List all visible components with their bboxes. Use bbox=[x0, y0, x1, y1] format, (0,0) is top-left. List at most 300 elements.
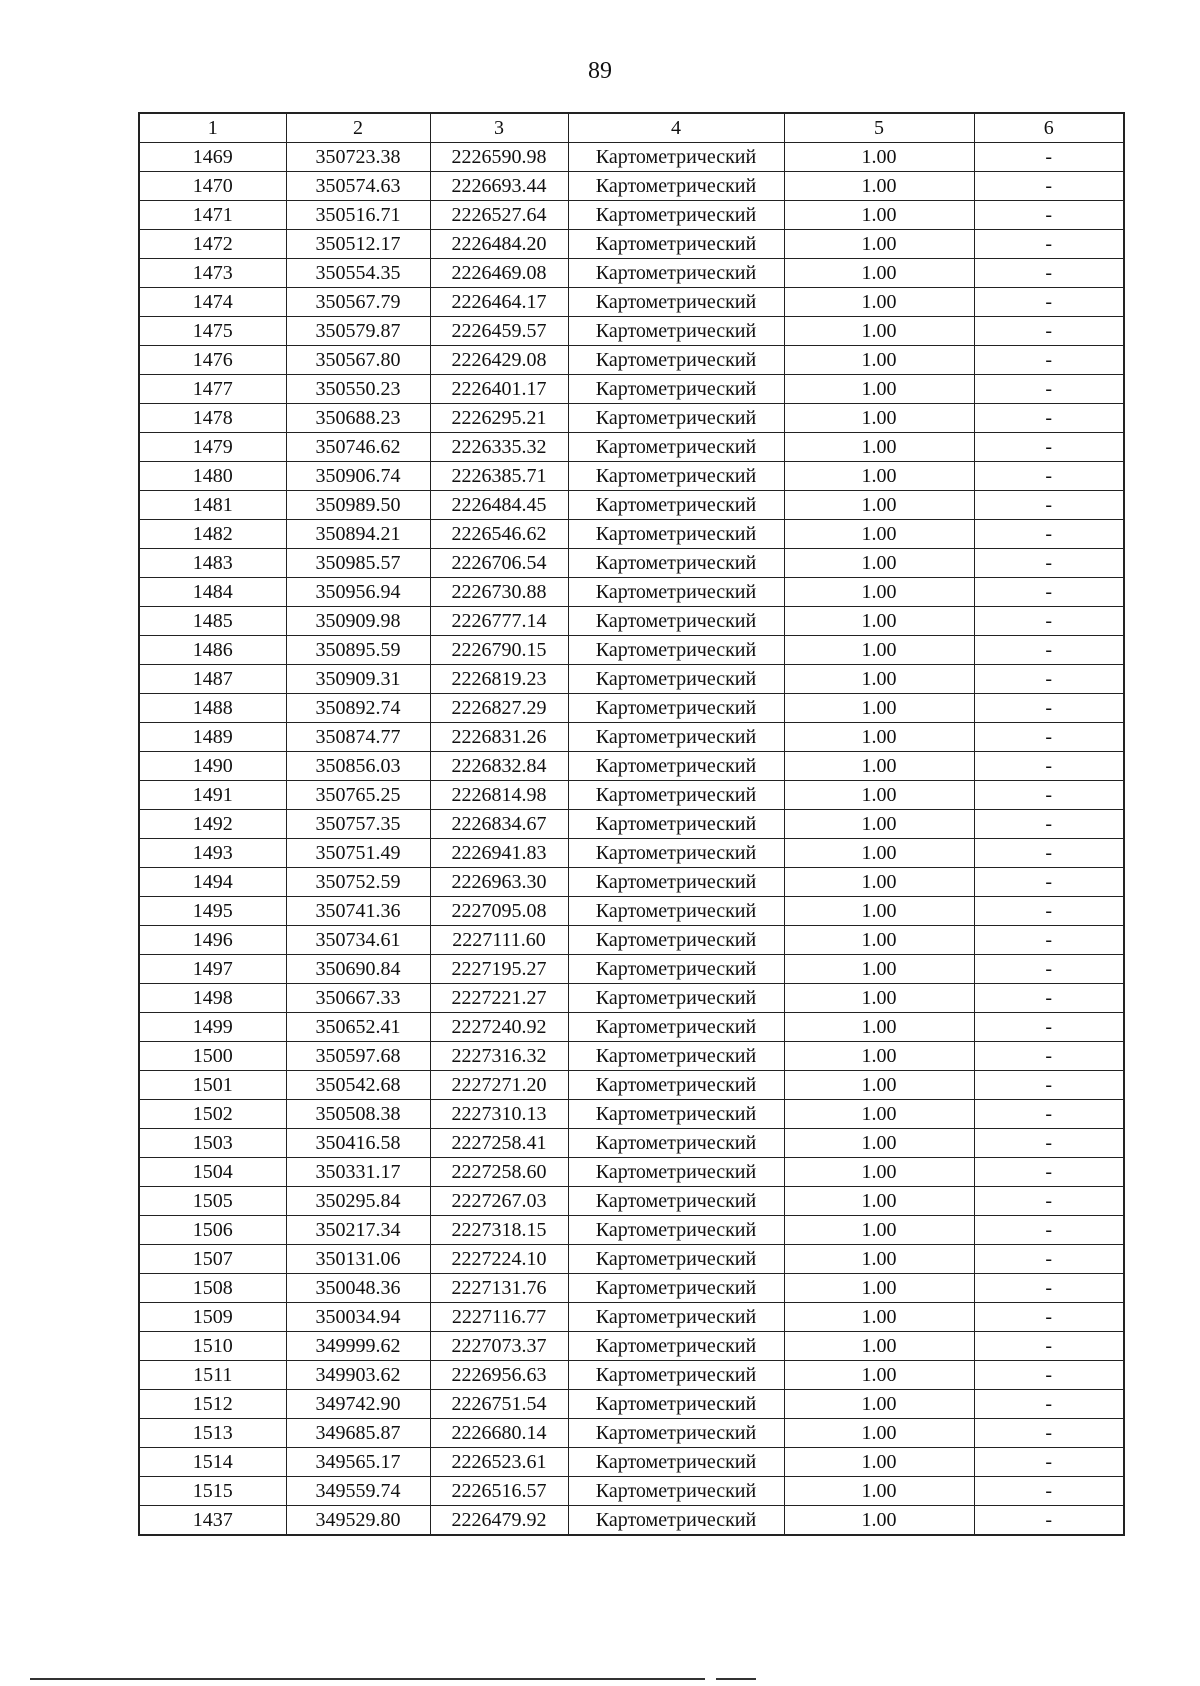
point-number-cell: 1475 bbox=[139, 317, 286, 346]
method-cell: Картометрический bbox=[568, 1419, 784, 1448]
accuracy-cell: 1.00 bbox=[784, 433, 974, 462]
y-coordinate-cell: 2227224.10 bbox=[430, 1245, 568, 1274]
y-coordinate-cell: 2226484.45 bbox=[430, 491, 568, 520]
point-number-cell: 1511 bbox=[139, 1361, 286, 1390]
point-number-cell: 1490 bbox=[139, 752, 286, 781]
y-coordinate-cell: 2227073.37 bbox=[430, 1332, 568, 1361]
table-row bbox=[139, 201, 1124, 230]
x-coordinate-cell: 350752.59 bbox=[286, 868, 430, 897]
point-number-cell: 1505 bbox=[139, 1187, 286, 1216]
x-coordinate-cell: 350131.06 bbox=[286, 1245, 430, 1274]
note-cell: - bbox=[974, 607, 1124, 636]
method-cell: Картометрический bbox=[568, 1100, 784, 1129]
method-cell: Картометрический bbox=[568, 1361, 784, 1390]
note-cell: - bbox=[974, 1332, 1124, 1361]
point-number-cell: 1494 bbox=[139, 868, 286, 897]
y-coordinate-cell: 2226385.71 bbox=[430, 462, 568, 491]
point-number-cell: 1506 bbox=[139, 1216, 286, 1245]
table-row bbox=[139, 549, 1124, 578]
y-coordinate-cell: 2226706.54 bbox=[430, 549, 568, 578]
method-cell: Картометрический bbox=[568, 1158, 784, 1187]
table-row bbox=[139, 897, 1124, 926]
note-cell: - bbox=[974, 1245, 1124, 1274]
accuracy-cell: 1.00 bbox=[784, 926, 974, 955]
x-coordinate-cell: 350667.33 bbox=[286, 984, 430, 1013]
method-cell: Картометрический bbox=[568, 143, 784, 172]
point-number-cell: 1477 bbox=[139, 375, 286, 404]
x-coordinate-cell: 349565.17 bbox=[286, 1448, 430, 1477]
y-coordinate-cell: 2227267.03 bbox=[430, 1187, 568, 1216]
method-cell: Картометрический bbox=[568, 897, 784, 926]
method-cell: Картометрический bbox=[568, 955, 784, 984]
x-coordinate-cell: 350597.68 bbox=[286, 1042, 430, 1071]
table-row bbox=[139, 955, 1124, 984]
x-coordinate-cell: 350909.31 bbox=[286, 665, 430, 694]
note-cell: - bbox=[974, 752, 1124, 781]
accuracy-cell: 1.00 bbox=[784, 1274, 974, 1303]
method-cell: Картометрический bbox=[568, 375, 784, 404]
accuracy-cell: 1.00 bbox=[784, 288, 974, 317]
accuracy-cell: 1.00 bbox=[784, 346, 974, 375]
accuracy-cell: 1.00 bbox=[784, 404, 974, 433]
note-cell: - bbox=[974, 1100, 1124, 1129]
table-body bbox=[139, 143, 1124, 1536]
table-row bbox=[139, 346, 1124, 375]
table-row bbox=[139, 520, 1124, 549]
note-cell: - bbox=[974, 578, 1124, 607]
point-number-cell: 1507 bbox=[139, 1245, 286, 1274]
x-coordinate-cell: 350894.21 bbox=[286, 520, 430, 549]
accuracy-cell: 1.00 bbox=[784, 1361, 974, 1390]
footer-rule-short bbox=[716, 1678, 756, 1680]
x-coordinate-cell: 350512.17 bbox=[286, 230, 430, 259]
accuracy-cell: 1.00 bbox=[784, 143, 974, 172]
note-cell: - bbox=[974, 1361, 1124, 1390]
method-cell: Картометрический bbox=[568, 1332, 784, 1361]
note-cell: - bbox=[974, 1013, 1124, 1042]
note-cell: - bbox=[974, 1477, 1124, 1506]
y-coordinate-cell: 2226831.26 bbox=[430, 723, 568, 752]
method-cell: Картометрический bbox=[568, 491, 784, 520]
accuracy-cell: 1.00 bbox=[784, 1245, 974, 1274]
table-row bbox=[139, 694, 1124, 723]
table-row bbox=[139, 1419, 1124, 1448]
point-number-cell: 1492 bbox=[139, 810, 286, 839]
note-cell: - bbox=[974, 172, 1124, 201]
table-row bbox=[139, 433, 1124, 462]
accuracy-cell: 1.00 bbox=[784, 491, 974, 520]
accuracy-cell: 1.00 bbox=[784, 839, 974, 868]
method-cell: Картометрический bbox=[568, 433, 784, 462]
method-cell: Картометрический bbox=[568, 839, 784, 868]
method-cell: Картометрический bbox=[568, 665, 784, 694]
y-coordinate-cell: 2226941.83 bbox=[430, 839, 568, 868]
table-row bbox=[139, 1013, 1124, 1042]
note-cell: - bbox=[974, 1506, 1124, 1536]
y-coordinate-cell: 2226590.98 bbox=[430, 143, 568, 172]
column-header: 1 bbox=[139, 113, 286, 143]
method-cell: Картометрический bbox=[568, 1013, 784, 1042]
note-cell: - bbox=[974, 288, 1124, 317]
column-header: 2 bbox=[286, 113, 430, 143]
y-coordinate-cell: 2226790.15 bbox=[430, 636, 568, 665]
method-cell: Картометрический bbox=[568, 1042, 784, 1071]
method-cell: Картометрический bbox=[568, 607, 784, 636]
accuracy-cell: 1.00 bbox=[784, 723, 974, 752]
x-coordinate-cell: 350765.25 bbox=[286, 781, 430, 810]
note-cell: - bbox=[974, 1158, 1124, 1187]
note-cell: - bbox=[974, 201, 1124, 230]
y-coordinate-cell: 2226693.44 bbox=[430, 172, 568, 201]
accuracy-cell: 1.00 bbox=[784, 781, 974, 810]
x-coordinate-cell: 350048.36 bbox=[286, 1274, 430, 1303]
accuracy-cell: 1.00 bbox=[784, 1303, 974, 1332]
y-coordinate-cell: 2226523.61 bbox=[430, 1448, 568, 1477]
note-cell: - bbox=[974, 810, 1124, 839]
y-coordinate-cell: 2226680.14 bbox=[430, 1419, 568, 1448]
method-cell: Картометрический bbox=[568, 346, 784, 375]
table-row bbox=[139, 1361, 1124, 1390]
note-cell: - bbox=[974, 143, 1124, 172]
accuracy-cell: 1.00 bbox=[784, 1129, 974, 1158]
page-number: 89 bbox=[588, 58, 612, 84]
accuracy-cell: 1.00 bbox=[784, 1042, 974, 1071]
x-coordinate-cell: 349559.74 bbox=[286, 1477, 430, 1506]
table-row bbox=[139, 1071, 1124, 1100]
table-row bbox=[139, 578, 1124, 607]
table-row bbox=[139, 1274, 1124, 1303]
note-cell: - bbox=[974, 491, 1124, 520]
table-row bbox=[139, 1129, 1124, 1158]
method-cell: Картометрический bbox=[568, 288, 784, 317]
table-row bbox=[139, 926, 1124, 955]
table-row bbox=[139, 1158, 1124, 1187]
table-row bbox=[139, 1042, 1124, 1071]
y-coordinate-cell: 2227271.20 bbox=[430, 1071, 568, 1100]
point-number-cell: 1484 bbox=[139, 578, 286, 607]
y-coordinate-cell: 2226546.62 bbox=[430, 520, 568, 549]
x-coordinate-cell: 350746.62 bbox=[286, 433, 430, 462]
method-cell: Картометрический bbox=[568, 752, 784, 781]
point-number-cell: 1491 bbox=[139, 781, 286, 810]
column-header: 4 bbox=[568, 113, 784, 143]
point-number-cell: 1488 bbox=[139, 694, 286, 723]
method-cell: Картометрический bbox=[568, 636, 784, 665]
table-row bbox=[139, 375, 1124, 404]
table-row bbox=[139, 462, 1124, 491]
accuracy-cell: 1.00 bbox=[784, 636, 974, 665]
point-number-cell: 1469 bbox=[139, 143, 286, 172]
method-cell: Картометрический bbox=[568, 1448, 784, 1477]
note-cell: - bbox=[974, 1448, 1124, 1477]
table-row bbox=[139, 317, 1124, 346]
y-coordinate-cell: 2226335.32 bbox=[430, 433, 568, 462]
x-coordinate-cell: 350895.59 bbox=[286, 636, 430, 665]
y-coordinate-cell: 2226730.88 bbox=[430, 578, 568, 607]
point-number-cell: 1470 bbox=[139, 172, 286, 201]
y-coordinate-cell: 2226479.92 bbox=[430, 1506, 568, 1536]
accuracy-cell: 1.00 bbox=[784, 1071, 974, 1100]
method-cell: Картометрический bbox=[568, 1129, 784, 1158]
y-coordinate-cell: 2227116.77 bbox=[430, 1303, 568, 1332]
method-cell: Картометрический bbox=[568, 578, 784, 607]
y-coordinate-cell: 2226956.63 bbox=[430, 1361, 568, 1390]
accuracy-cell: 1.00 bbox=[784, 1187, 974, 1216]
y-coordinate-cell: 2226777.14 bbox=[430, 607, 568, 636]
table-row bbox=[139, 1303, 1124, 1332]
y-coordinate-cell: 2227318.15 bbox=[430, 1216, 568, 1245]
note-cell: - bbox=[974, 955, 1124, 984]
note-cell: - bbox=[974, 1187, 1124, 1216]
table-row bbox=[139, 1477, 1124, 1506]
table-row bbox=[139, 752, 1124, 781]
x-coordinate-cell: 350892.74 bbox=[286, 694, 430, 723]
point-number-cell: 1481 bbox=[139, 491, 286, 520]
table-header bbox=[139, 113, 1124, 143]
table-row bbox=[139, 810, 1124, 839]
y-coordinate-cell: 2226469.08 bbox=[430, 259, 568, 288]
method-cell: Картометрический bbox=[568, 1506, 784, 1536]
x-coordinate-cell: 350956.94 bbox=[286, 578, 430, 607]
method-cell: Картометрический bbox=[568, 781, 784, 810]
y-coordinate-cell: 2226832.84 bbox=[430, 752, 568, 781]
point-number-cell: 1489 bbox=[139, 723, 286, 752]
point-number-cell: 1487 bbox=[139, 665, 286, 694]
accuracy-cell: 1.00 bbox=[784, 201, 974, 230]
point-number-cell: 1512 bbox=[139, 1390, 286, 1419]
x-coordinate-cell: 350757.35 bbox=[286, 810, 430, 839]
y-coordinate-cell: 2227221.27 bbox=[430, 984, 568, 1013]
note-cell: - bbox=[974, 259, 1124, 288]
x-coordinate-cell: 350741.36 bbox=[286, 897, 430, 926]
y-coordinate-cell: 2226963.30 bbox=[430, 868, 568, 897]
table-row bbox=[139, 288, 1124, 317]
accuracy-cell: 1.00 bbox=[784, 172, 974, 201]
y-coordinate-cell: 2226751.54 bbox=[430, 1390, 568, 1419]
method-cell: Картометрический bbox=[568, 1071, 784, 1100]
point-number-cell: 1474 bbox=[139, 288, 286, 317]
note-cell: - bbox=[974, 839, 1124, 868]
accuracy-cell: 1.00 bbox=[784, 230, 974, 259]
point-number-cell: 1479 bbox=[139, 433, 286, 462]
x-coordinate-cell: 350034.94 bbox=[286, 1303, 430, 1332]
note-cell: - bbox=[974, 375, 1124, 404]
accuracy-cell: 1.00 bbox=[784, 1332, 974, 1361]
x-coordinate-cell: 350554.35 bbox=[286, 259, 430, 288]
table-row bbox=[139, 1390, 1124, 1419]
point-number-cell: 1486 bbox=[139, 636, 286, 665]
x-coordinate-cell: 350723.38 bbox=[286, 143, 430, 172]
x-coordinate-cell: 350508.38 bbox=[286, 1100, 430, 1129]
note-cell: - bbox=[974, 723, 1124, 752]
point-number-cell: 1502 bbox=[139, 1100, 286, 1129]
point-number-cell: 1437 bbox=[139, 1506, 286, 1536]
x-coordinate-cell: 350574.63 bbox=[286, 172, 430, 201]
method-cell: Картометрический bbox=[568, 462, 784, 491]
y-coordinate-cell: 2226516.57 bbox=[430, 1477, 568, 1506]
accuracy-cell: 1.00 bbox=[784, 1390, 974, 1419]
x-coordinate-cell: 350550.23 bbox=[286, 375, 430, 404]
y-coordinate-cell: 2227195.27 bbox=[430, 955, 568, 984]
point-number-cell: 1500 bbox=[139, 1042, 286, 1071]
note-cell: - bbox=[974, 1071, 1124, 1100]
x-coordinate-cell: 349685.87 bbox=[286, 1419, 430, 1448]
column-header: 3 bbox=[430, 113, 568, 143]
point-number-cell: 1493 bbox=[139, 839, 286, 868]
method-cell: Картометрический bbox=[568, 723, 784, 752]
y-coordinate-cell: 2226827.29 bbox=[430, 694, 568, 723]
method-cell: Картометрический bbox=[568, 404, 784, 433]
note-cell: - bbox=[974, 462, 1124, 491]
accuracy-cell: 1.00 bbox=[784, 549, 974, 578]
accuracy-cell: 1.00 bbox=[784, 607, 974, 636]
method-cell: Картометрический bbox=[568, 1274, 784, 1303]
accuracy-cell: 1.00 bbox=[784, 955, 974, 984]
table-row bbox=[139, 868, 1124, 897]
method-cell: Картометрический bbox=[568, 549, 784, 578]
method-cell: Картометрический bbox=[568, 201, 784, 230]
table-row bbox=[139, 404, 1124, 433]
y-coordinate-cell: 2227240.92 bbox=[430, 1013, 568, 1042]
point-number-cell: 1473 bbox=[139, 259, 286, 288]
accuracy-cell: 1.00 bbox=[784, 317, 974, 346]
y-coordinate-cell: 2226464.17 bbox=[430, 288, 568, 317]
accuracy-cell: 1.00 bbox=[784, 984, 974, 1013]
footer-rule bbox=[30, 1678, 705, 1680]
point-number-cell: 1514 bbox=[139, 1448, 286, 1477]
method-cell: Картометрический bbox=[568, 810, 784, 839]
method-cell: Картометрический bbox=[568, 868, 784, 897]
point-number-cell: 1504 bbox=[139, 1158, 286, 1187]
x-coordinate-cell: 349999.62 bbox=[286, 1332, 430, 1361]
note-cell: - bbox=[974, 1216, 1124, 1245]
point-number-cell: 1480 bbox=[139, 462, 286, 491]
point-number-cell: 1508 bbox=[139, 1274, 286, 1303]
table-row bbox=[139, 1100, 1124, 1129]
table-row bbox=[139, 1187, 1124, 1216]
method-cell: Картометрический bbox=[568, 926, 784, 955]
point-number-cell: 1482 bbox=[139, 520, 286, 549]
x-coordinate-cell: 350331.17 bbox=[286, 1158, 430, 1187]
table-row bbox=[139, 143, 1124, 172]
x-coordinate-cell: 350542.68 bbox=[286, 1071, 430, 1100]
method-cell: Картометрический bbox=[568, 520, 784, 549]
column-header: 6 bbox=[974, 113, 1124, 143]
x-coordinate-cell: 350690.84 bbox=[286, 955, 430, 984]
point-number-cell: 1476 bbox=[139, 346, 286, 375]
note-cell: - bbox=[974, 317, 1124, 346]
method-cell: Картометрический bbox=[568, 1187, 784, 1216]
x-coordinate-cell: 350652.41 bbox=[286, 1013, 430, 1042]
x-coordinate-cell: 350579.87 bbox=[286, 317, 430, 346]
x-coordinate-cell: 350906.74 bbox=[286, 462, 430, 491]
x-coordinate-cell: 350416.58 bbox=[286, 1129, 430, 1158]
table-row bbox=[139, 1216, 1124, 1245]
note-cell: - bbox=[974, 926, 1124, 955]
method-cell: Картометрический bbox=[568, 230, 784, 259]
accuracy-cell: 1.00 bbox=[784, 665, 974, 694]
note-cell: - bbox=[974, 694, 1124, 723]
y-coordinate-cell: 2227111.60 bbox=[430, 926, 568, 955]
y-coordinate-cell: 2227131.76 bbox=[430, 1274, 568, 1303]
method-cell: Картометрический bbox=[568, 694, 784, 723]
x-coordinate-cell: 350985.57 bbox=[286, 549, 430, 578]
method-cell: Картометрический bbox=[568, 1477, 784, 1506]
point-number-cell: 1515 bbox=[139, 1477, 286, 1506]
accuracy-cell: 1.00 bbox=[784, 810, 974, 839]
method-cell: Картометрический bbox=[568, 984, 784, 1013]
coordinates-table bbox=[138, 112, 1125, 1536]
table-row bbox=[139, 491, 1124, 520]
method-cell: Картометрический bbox=[568, 172, 784, 201]
table-row bbox=[139, 172, 1124, 201]
accuracy-cell: 1.00 bbox=[784, 1448, 974, 1477]
point-number-cell: 1513 bbox=[139, 1419, 286, 1448]
note-cell: - bbox=[974, 897, 1124, 926]
accuracy-cell: 1.00 bbox=[784, 462, 974, 491]
accuracy-cell: 1.00 bbox=[784, 1216, 974, 1245]
note-cell: - bbox=[974, 1419, 1124, 1448]
point-number-cell: 1499 bbox=[139, 1013, 286, 1042]
column-header: 5 bbox=[784, 113, 974, 143]
note-cell: - bbox=[974, 984, 1124, 1013]
accuracy-cell: 1.00 bbox=[784, 578, 974, 607]
table-row bbox=[139, 723, 1124, 752]
table-row bbox=[139, 1332, 1124, 1361]
x-coordinate-cell: 350751.49 bbox=[286, 839, 430, 868]
accuracy-cell: 1.00 bbox=[784, 1013, 974, 1042]
method-cell: Картометрический bbox=[568, 1216, 784, 1245]
note-cell: - bbox=[974, 636, 1124, 665]
accuracy-cell: 1.00 bbox=[784, 375, 974, 404]
x-coordinate-cell: 350567.80 bbox=[286, 346, 430, 375]
note-cell: - bbox=[974, 230, 1124, 259]
accuracy-cell: 1.00 bbox=[784, 897, 974, 926]
point-number-cell: 1501 bbox=[139, 1071, 286, 1100]
point-number-cell: 1485 bbox=[139, 607, 286, 636]
x-coordinate-cell: 350295.84 bbox=[286, 1187, 430, 1216]
table-row bbox=[139, 1245, 1124, 1274]
y-coordinate-cell: 2226527.64 bbox=[430, 201, 568, 230]
x-coordinate-cell: 350688.23 bbox=[286, 404, 430, 433]
x-coordinate-cell: 350567.79 bbox=[286, 288, 430, 317]
point-number-cell: 1496 bbox=[139, 926, 286, 955]
table-row bbox=[139, 259, 1124, 288]
x-coordinate-cell: 349529.80 bbox=[286, 1506, 430, 1536]
table-row bbox=[139, 607, 1124, 636]
table-row bbox=[139, 665, 1124, 694]
note-cell: - bbox=[974, 433, 1124, 462]
note-cell: - bbox=[974, 1390, 1124, 1419]
point-number-cell: 1472 bbox=[139, 230, 286, 259]
x-coordinate-cell: 350217.34 bbox=[286, 1216, 430, 1245]
y-coordinate-cell: 2227258.41 bbox=[430, 1129, 568, 1158]
y-coordinate-cell: 2227258.60 bbox=[430, 1158, 568, 1187]
table-row bbox=[139, 230, 1124, 259]
note-cell: - bbox=[974, 781, 1124, 810]
point-number-cell: 1478 bbox=[139, 404, 286, 433]
y-coordinate-cell: 2226401.17 bbox=[430, 375, 568, 404]
accuracy-cell: 1.00 bbox=[784, 259, 974, 288]
y-coordinate-cell: 2227316.32 bbox=[430, 1042, 568, 1071]
note-cell: - bbox=[974, 549, 1124, 578]
method-cell: Картометрический bbox=[568, 1303, 784, 1332]
note-cell: - bbox=[974, 520, 1124, 549]
method-cell: Картометрический bbox=[568, 1390, 784, 1419]
accuracy-cell: 1.00 bbox=[784, 1506, 974, 1536]
point-number-cell: 1483 bbox=[139, 549, 286, 578]
x-coordinate-cell: 350874.77 bbox=[286, 723, 430, 752]
